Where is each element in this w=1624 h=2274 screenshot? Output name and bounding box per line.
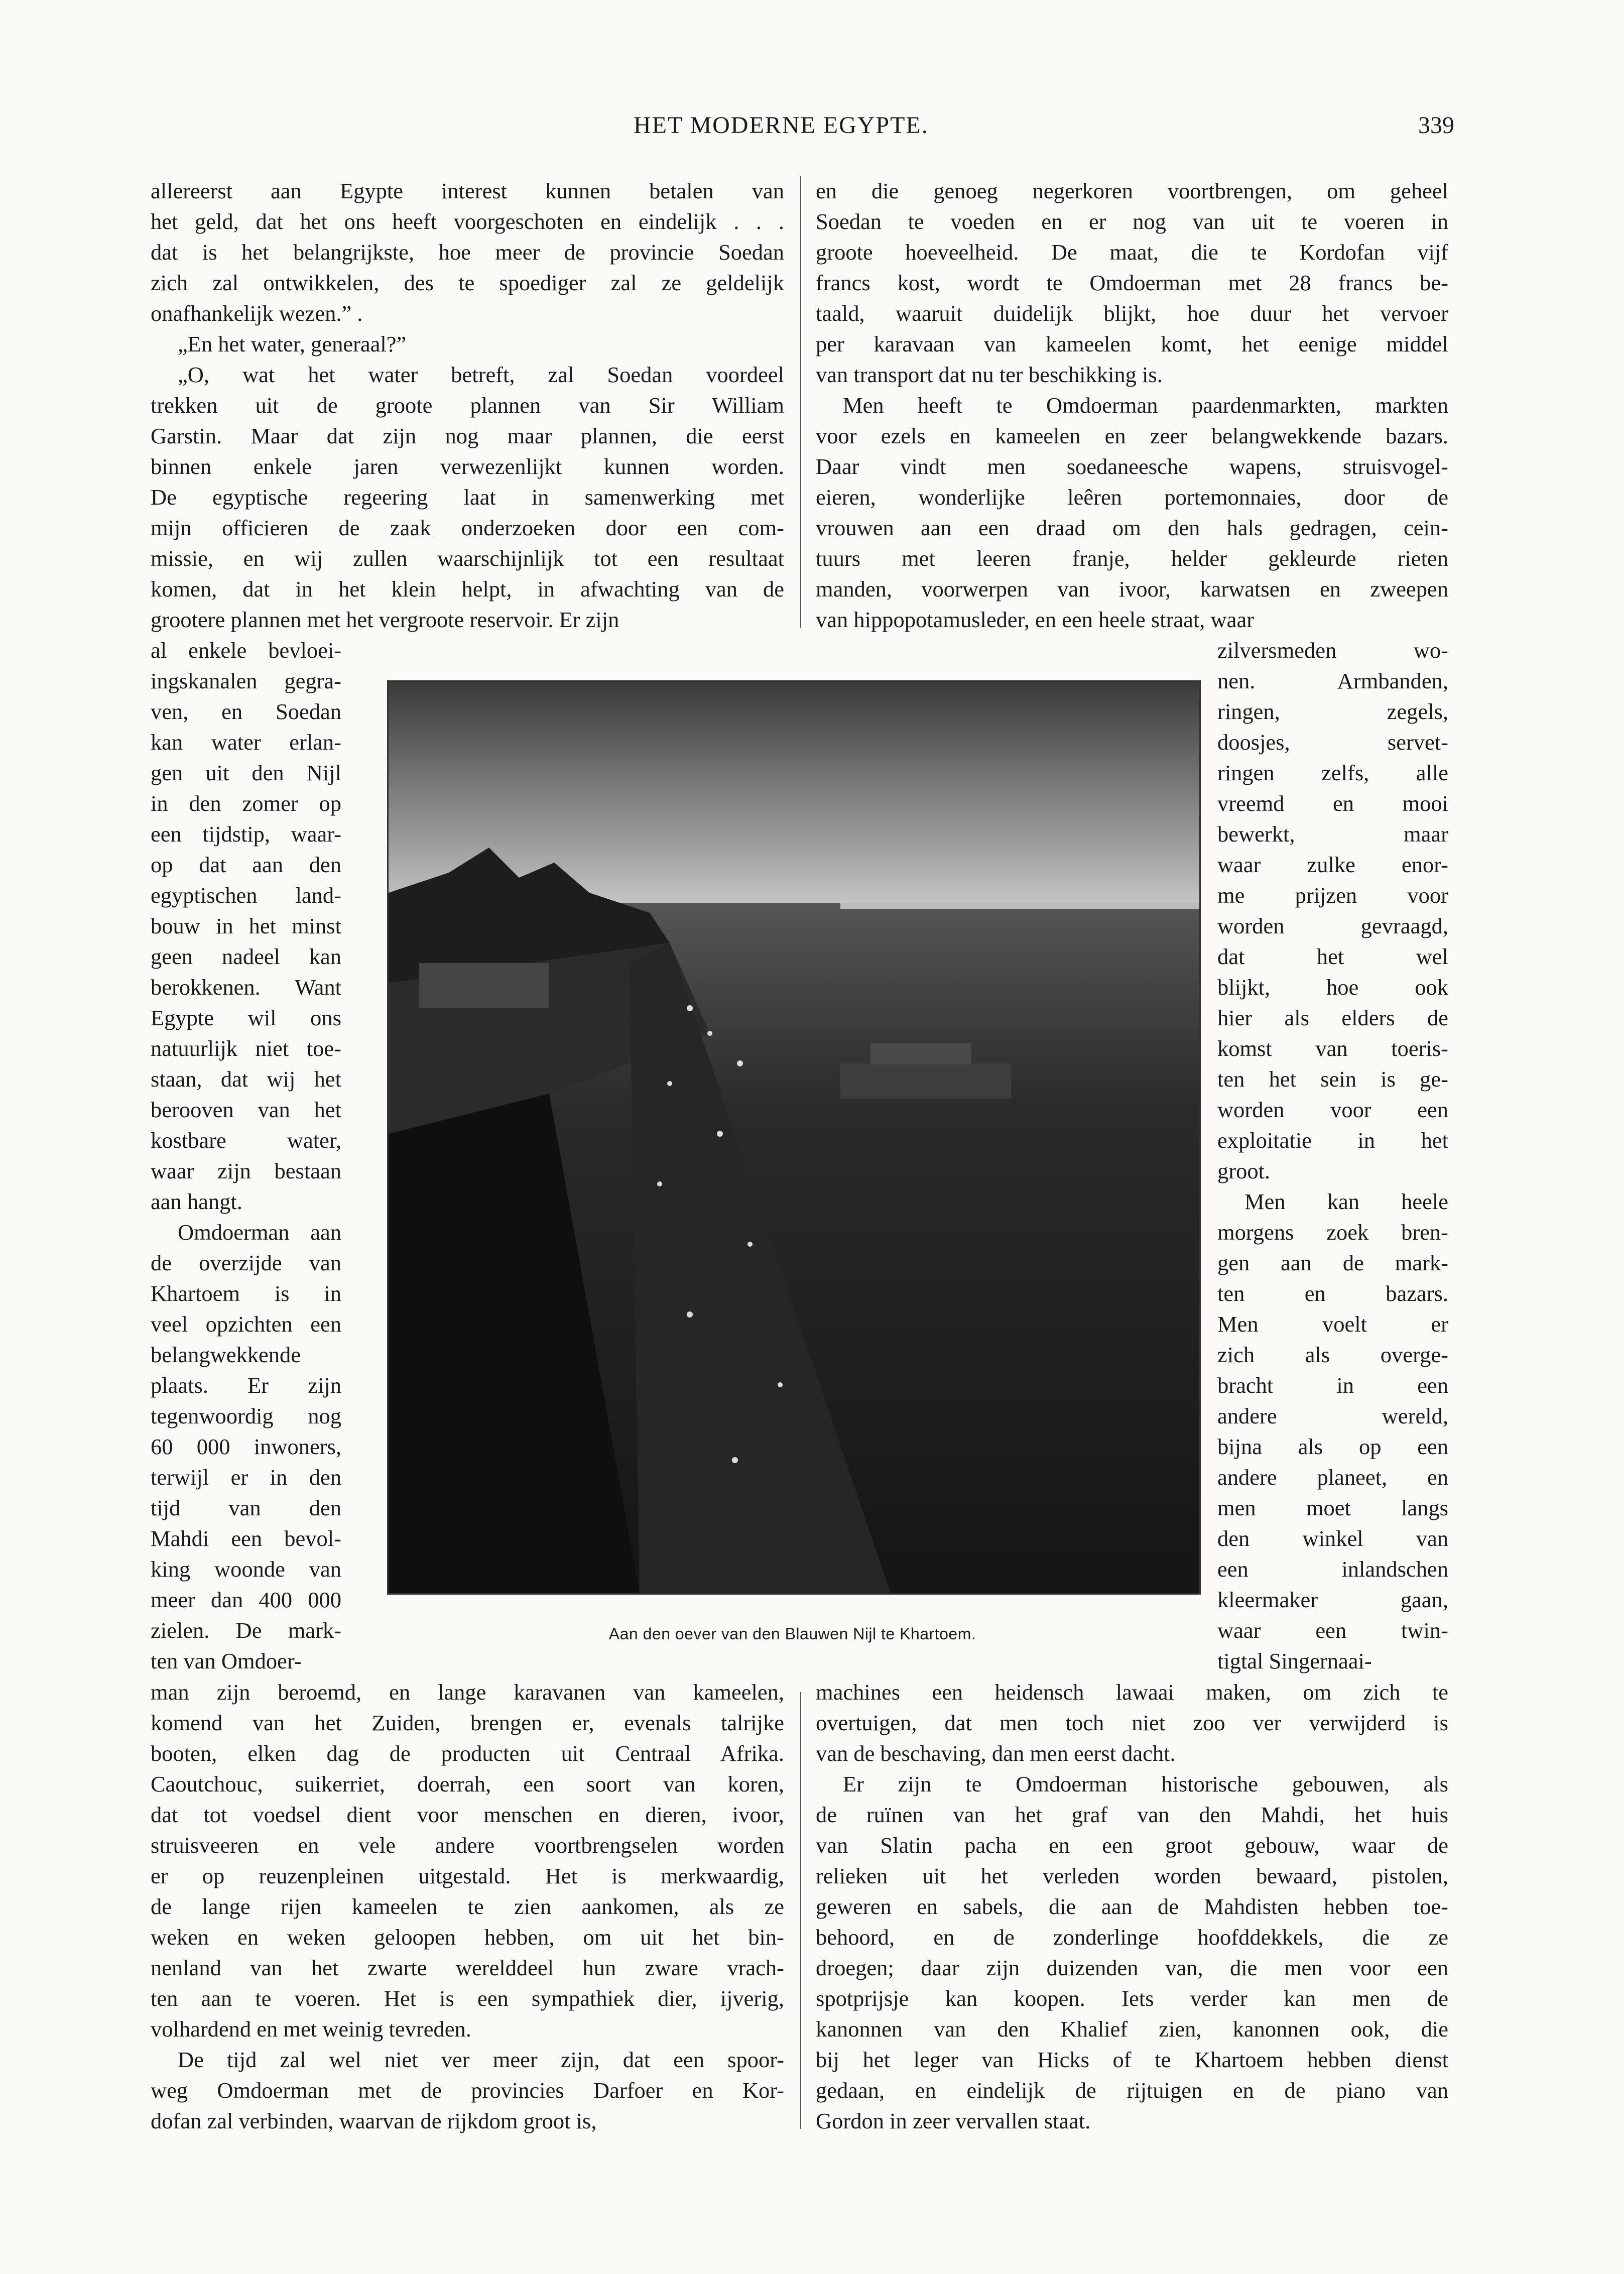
text-line: Mahdi een bevol- [151,1526,341,1551]
text-line: gen aan de mark- [1217,1250,1448,1275]
text-line: egyptischen land- [151,883,341,908]
text-line: doosjes, servet- [1217,730,1448,755]
text-line: en die genoeg negerkoren voortbrengen, om geheel [816,178,1448,203]
text-line: geweren en sabels, die aan de Mahdisten hebben toe- [816,1894,1448,1919]
text-line: „En het water, generaal?” [178,331,407,356]
text-line: Men kan heele [1244,1189,1448,1214]
text-line: tijd van den [151,1495,341,1520]
right-column-bottom [816,1677,1448,2136]
text-line: Soedan te voeden en er nog van uit te voeren in [816,209,1448,234]
text-line: blijkt, hoe ook [1217,975,1448,1000]
text-line: „O, wat het water betreft, zal Soedan voordeel [178,362,784,387]
text-line: groote hoeveelheid. De maat, die te Kordofan vijf [816,240,1448,265]
text-line: Egypte wil ons [151,1005,341,1030]
text-line: De tijd zal wel niet ver meer zijn, dat een spoor- [178,2047,784,2072]
text-line: man zijn beroemd, en lange karavanen van kameelen, [151,1680,784,1705]
left-column-bottom [151,1677,784,2136]
text-line: den winkel van [1217,1526,1448,1551]
text-line: manden, voorwerpen van ivoor, karwatsen en zweepen [816,576,1448,602]
text-line: ten van Omdoer- [151,1648,302,1673]
text-line: dat tot voedsel dient voor menschen en dieren, ivoor, [151,1802,784,1827]
text-line: morgens zoek bren- [1217,1220,1448,1245]
text-line: per karavaan van kameelen komt, het eenige middel [816,331,1448,356]
text-line: een tijdstip, waar- [151,821,341,847]
right-column-narrow [1217,635,1448,1677]
text-line: bracht in een [1217,1373,1448,1398]
text-line: bij het leger van Hicks of te Khartoem hebben dienst [816,2047,1448,2072]
text-line: ten aan te voeren. Het is een sympathiek dier, ijverig, [151,1986,784,2011]
text-line: berokkenen. Want [151,975,341,1000]
text-line: binnen enkele jaren verwezenlijkt kunnen worden. [151,454,784,479]
text-line: dat is het belangrijkste, hoe meer de provincie Soedan [151,240,784,265]
text-line: worden gevraagd, [1217,913,1448,938]
text-line: tuurs met leeren franje, helder gekleurde rieten [816,546,1448,571]
text-line: ingskanalen gegra- [151,668,341,693]
text-line: terwijl er in den [151,1465,341,1490]
text-line: Omdoerman aan [178,1220,341,1245]
text-line: spotprijsje kan koopen. Iets verder kan men de [816,1986,1448,2011]
text-line: worden voor een [1217,1097,1448,1122]
text-line: Er zijn te Omdoerman historische gebouwen, als [843,1771,1448,1797]
text-line: francs kost, wordt te Omdoerman met 28 francs be- [816,270,1448,295]
text-line: machines een heidensch lawaai maken, om zich te [816,1680,1448,1705]
riverbank-photo [389,682,1199,1593]
text-line: nen. Armbanden, [1217,668,1448,693]
text-line: De egyptische regeering laat in samenwerking met [151,485,784,510]
text-line: waar zijn bestaan [151,1158,341,1183]
text-line: Gordon in zeer vervallen staat. [816,2108,1091,2133]
text-line: gedaan, en eindelijk de rijtuigen en de piano van [816,2078,1448,2103]
text-line: aan hangt. [151,1189,242,1214]
text-line: andere planeet, en [1217,1465,1448,1490]
text-line: ten en bazars. [1217,1281,1448,1306]
text-line: relieken uit het verleden worden bewaard, pistolen, [816,1863,1448,1888]
text-line: Men heeft te Omdoerman paardenmarkten, markten [843,393,1448,418]
text-line: struisveeren en vele andere voortbrengselen worden [151,1833,784,1858]
text-line: eieren, wonderlijke leêren portemonnaies, door de [816,485,1448,510]
text-line: dat het wel [1217,944,1448,969]
text-line: dofan zal verbinden, waarvan de rijkdom groot is, [151,2108,597,2133]
left-column-top [151,176,784,635]
text-line: me prijzen voor [1217,883,1448,908]
text-line: van de beschaving, dan men eerst dacht. [816,1741,1176,1766]
text-line: bijna als op een [1217,1434,1448,1459]
text-line: van Slatin pacha en een groot gebouw, waar de [816,1833,1448,1858]
text-line: zich als overge- [1217,1342,1448,1367]
text-line: tigtal Singernaai- [1217,1648,1372,1673]
text-line: kostbare water, [151,1128,341,1153]
text-line: Men voelt er [1217,1311,1448,1337]
text-line: kan water erlan- [151,730,341,755]
running-head: HET MODERNE EGYPTE. [634,112,929,139]
text-line: een inlandschen [1217,1557,1448,1582]
text-line: weg Omdoerman met de provincies Darfoer en Kor- [151,2078,784,2103]
text-line: onafhankelijk wezen.” . [151,301,363,326]
text-line: groot. [1217,1158,1271,1183]
text-line: zielen. De mark- [151,1618,341,1643]
text-line: 60 000 inwoners, [151,1434,341,1459]
text-line: meer dan 400 000 [151,1587,341,1612]
page-number: 339 [1418,112,1454,139]
text-line: bewerkt, maar [1217,821,1448,847]
text-line: in den zomer op [151,791,341,816]
text-line: waar zulke enor- [1217,852,1448,877]
left-column-narrow [151,635,341,1677]
text-line: veel opzichten een [151,1311,341,1337]
text-line: gen uit den Nijl [151,760,341,785]
text-line: mijn officieren de zaak onderzoeken door een com- [151,515,784,540]
text-line: van hippopotamusleder, en een heele straat, waar [816,607,1255,632]
text-line: tegenwoordig nog [151,1403,341,1428]
text-line: Daar vindt men soedaneesche wapens, struisvogel- [816,454,1448,479]
text-line: andere wereld, [1217,1403,1448,1428]
text-line: kleermaker gaan, [1217,1587,1448,1612]
text-line: staan, dat wij het [151,1066,341,1092]
text-line: de ruïnen van het graf van den Mahdi, het huis [816,1802,1448,1827]
text-line: vreemd en mooi [1217,791,1448,816]
text-line: op dat aan den [151,852,341,877]
text-line: het geld, dat het ons heeft voorgeschoten en eindelijk . . . [151,209,784,234]
text-line: nenland van het zwarte werelddeel hun zware vrach- [151,1955,784,1980]
text-line: overtuigen, dat men toch niet zoo ver verwijderd is [816,1710,1448,1735]
text-line: natuurlijk niet toe- [151,1036,341,1061]
text-line: Garstin. Maar dat zijn nog maar plannen, die eerst [151,423,784,448]
text-line: belangwekkende [151,1342,301,1367]
text-line: waar een twin- [1217,1618,1448,1643]
column-rule [800,176,801,628]
text-line: komst van toeris- [1217,1036,1448,1061]
text-line: geen nadeel kan [151,944,341,969]
text-line: allereerst aan Egypte interest kunnen betalen van [151,178,784,203]
right-column-top [816,176,1448,635]
figure-caption: Aan den oever van den Blauwen Nijl te Khartoem. [608,1625,976,1643]
text-line: trekken uit de groote plannen van Sir William [151,393,784,418]
text-line: droegen; daar zijn duizenden van, die men voor een [816,1955,1448,1980]
text-line: ten het sein is ge- [1217,1066,1448,1092]
text-line: missie, en wij zullen waarschijnlijk tot een resultaat [151,546,784,571]
text-line: Caoutchouc, suikerriet, doerrah, een soort van koren, [151,1771,784,1797]
text-line: Khartoem is in [151,1281,341,1306]
text-line: ringen, zegels, [1217,699,1448,724]
text-line: exploitatie in het [1217,1128,1448,1153]
text-line: kanonnen van den Khalief zien, kanonnen ook, die [816,2016,1448,2042]
text-line: men moet langs [1217,1495,1448,1520]
text-line: zich zal ontwikkelen, des te spoediger zal ze geldelijk [151,270,784,295]
text-line: bouw in het minst [151,913,341,938]
text-line: komend van het Zuiden, brengen er, evenals talrijke [151,1710,784,1735]
text-line: plaats. Er zijn [151,1373,341,1398]
text-line: vrouwen aan een draad om den hals gedragen, cein- [816,515,1448,540]
text-line: de overzijde van [151,1250,341,1275]
text-line: king woonde van [151,1557,341,1582]
text-line: hier als elders de [1217,1005,1448,1030]
text-line: al enkele bevloei- [151,638,341,663]
text-line: behoord, en de zonderlinge hoofddekkels, die ze [816,1925,1448,1950]
text-line: komen, dat in het klein helpt, in afwachting van de [151,576,784,602]
text-line: van transport dat nu ter beschikking is. [816,362,1163,387]
text-line: grootere plannen met het vergroote reservoir. Er zijn [151,607,619,632]
text-line: ringen zelfs, alle [1217,760,1448,785]
text-line: ven, en Soedan [151,699,341,724]
text-line: volhardend en met weinig tevreden. [151,2016,471,2042]
text-line: berooven van het [151,1097,341,1122]
text-line: voor ezels en kameelen en zeer belangwekkende bazars. [816,423,1448,448]
text-line: er op reuzenpleinen uitgestald. Het is merkwaardig, [151,1863,784,1888]
text-line: weken en weken geloopen hebben, om uit het bin- [151,1925,784,1950]
text-line: booten, elken dag de producten uit Centraal Afrika. [151,1741,784,1766]
text-line: zilversmeden wo- [1217,638,1448,663]
text-line: taald, waaruit duidelijk blijkt, hoe duur het vervoer [816,301,1448,326]
text-line: de lange rijen kameelen te zien aankomen, als ze [151,1894,784,1919]
figure-photograph [387,680,1201,1595]
column-rule-lower [800,1692,801,2129]
